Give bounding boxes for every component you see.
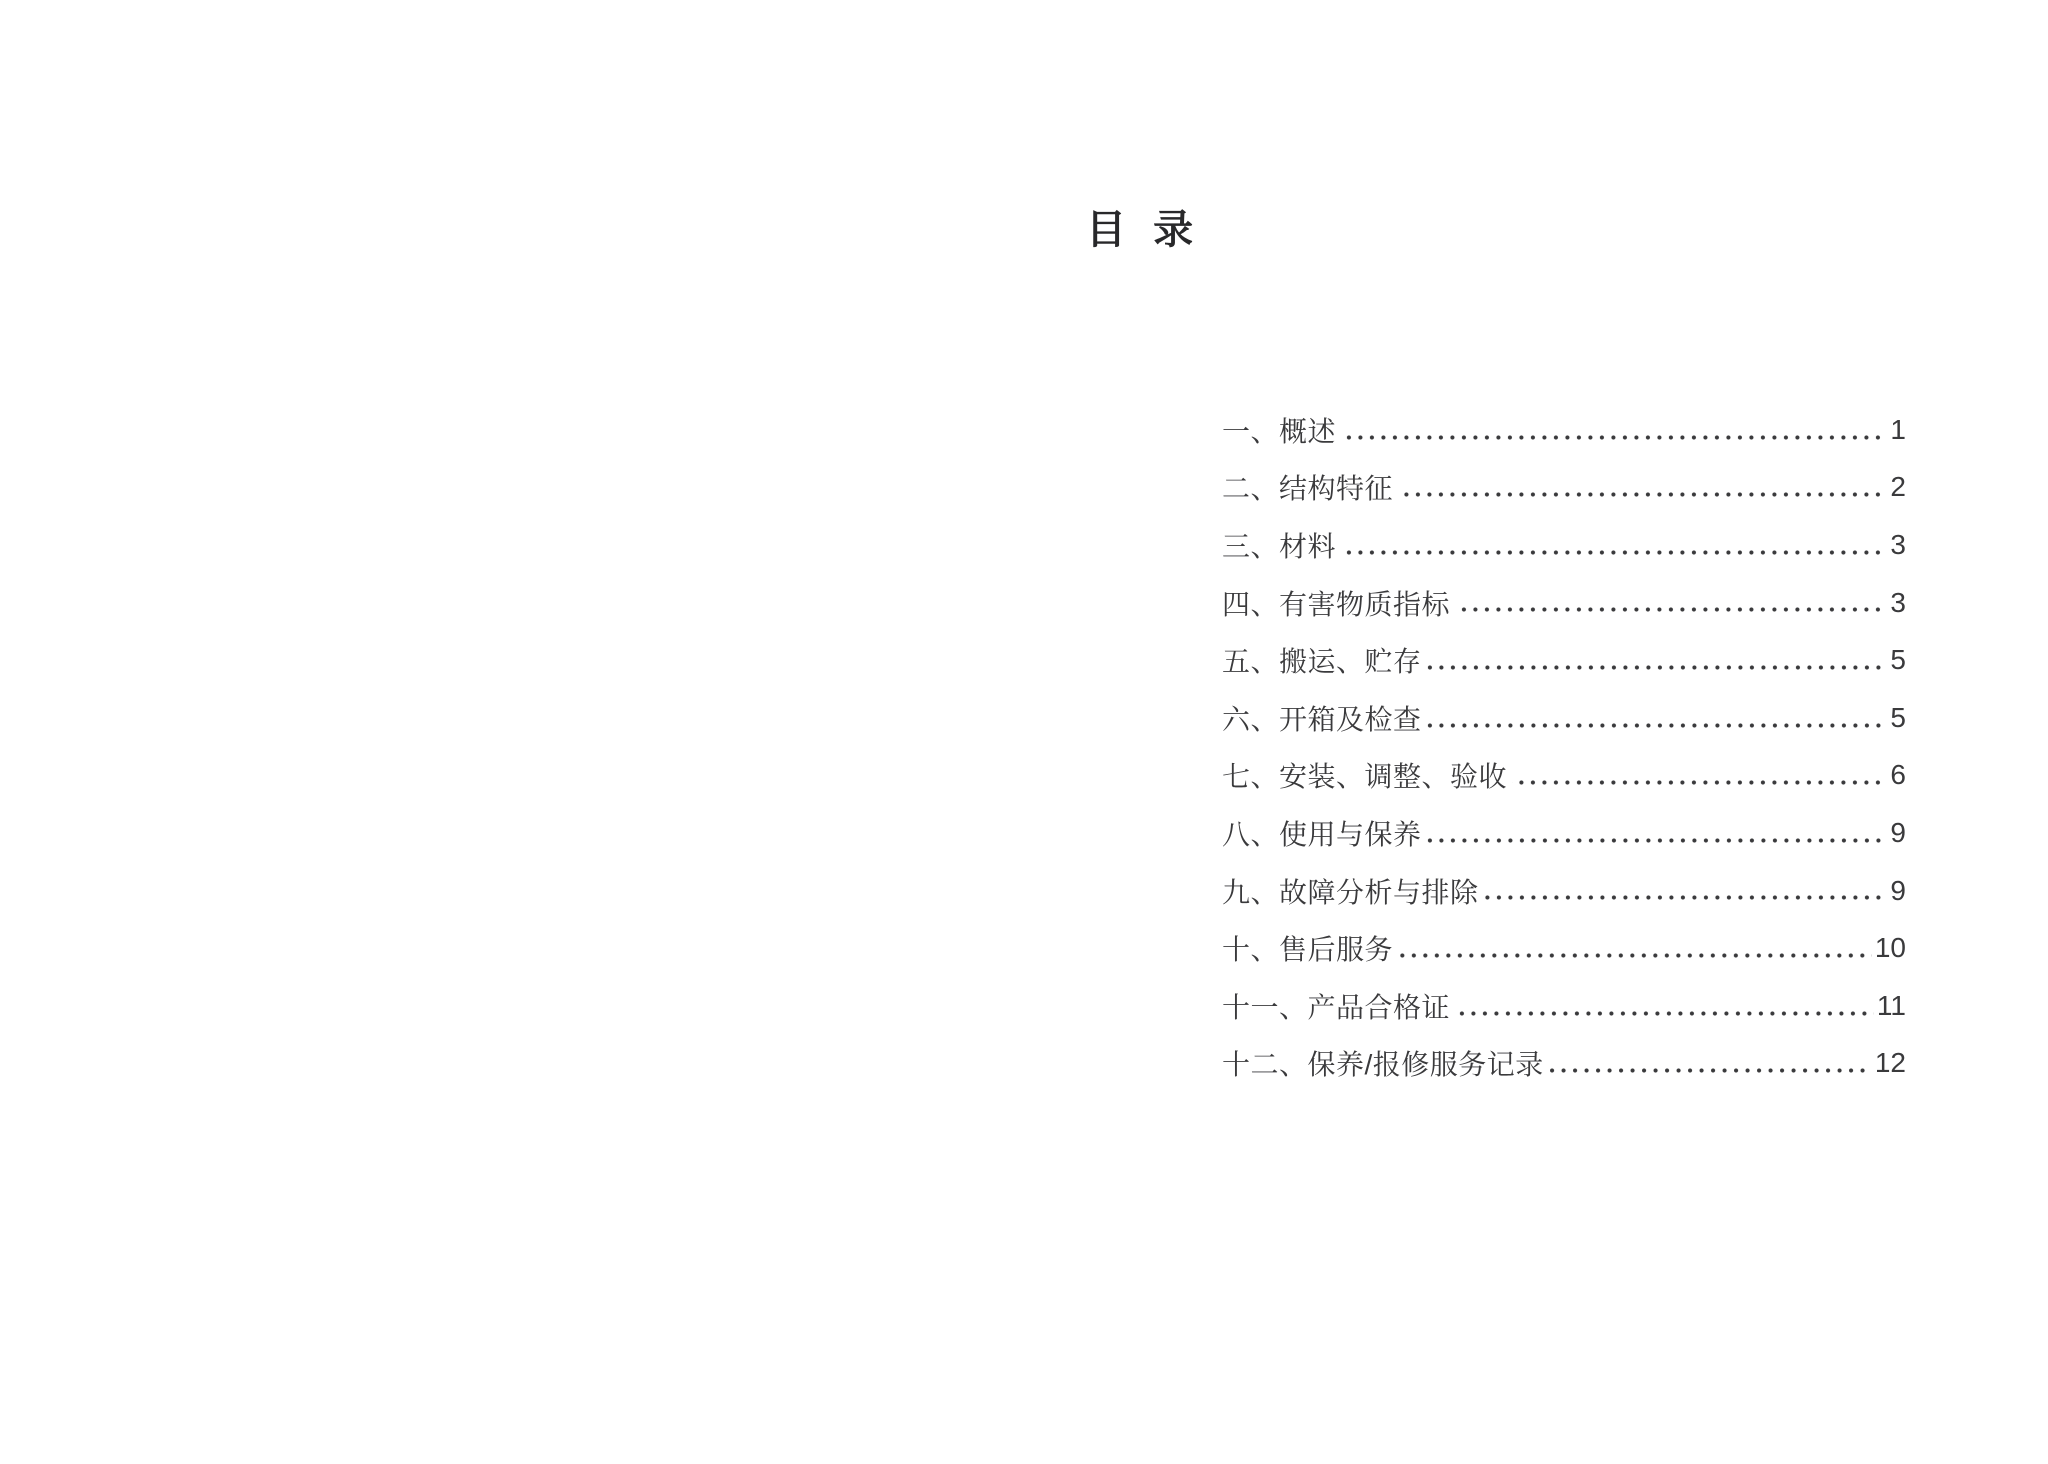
toc-entry-page: 9 — [1890, 816, 1906, 848]
toc-entry-label: 十、售后服务 — [1222, 934, 1394, 966]
toc-entry-page: 5 — [1890, 644, 1906, 676]
toc-dot-leader — [1512, 780, 1887, 785]
toc-entry — [1222, 574, 1906, 632]
toc-entry — [1222, 919, 1906, 977]
toc-entry-page: 5 — [1890, 701, 1906, 733]
toc-dot-leader — [1341, 435, 1887, 440]
toc-entry-page: 3 — [1890, 528, 1906, 560]
toc-entry-label: 五、搬运、贮存 — [1222, 646, 1422, 678]
toc-dot-leader — [1455, 607, 1887, 612]
toc-entry-label: 一、概述 — [1222, 415, 1337, 447]
toc-dot-leader — [1341, 550, 1887, 555]
toc-entry-page: 12 — [1874, 1047, 1906, 1079]
toc-entry-label: 三、材料 — [1222, 530, 1337, 562]
page-title: 目 录 — [1086, 208, 1197, 252]
toc-entry — [1222, 747, 1906, 805]
toc-dot-leader — [1427, 838, 1888, 843]
toc-dot-leader — [1455, 1011, 1874, 1016]
toc-entry-page: 11 — [1876, 989, 1906, 1021]
toc-dot-leader — [1484, 895, 1888, 900]
toc-entry-label: 八、使用与保养 — [1222, 818, 1422, 850]
toc-entry-page: 3 — [1890, 586, 1906, 618]
toc-entry-label: 九、故障分析与排除 — [1222, 876, 1479, 908]
toc-entry-page: 9 — [1890, 874, 1906, 906]
toc-entry — [1222, 862, 1906, 920]
toc-entry-label: 七、安装、调整、验收 — [1222, 761, 1508, 793]
toc-entry-label: 二、结构特征 — [1222, 473, 1394, 505]
toc-entry — [1222, 516, 1906, 574]
toc-entry-label: 十二、保养/报修服务记录 — [1222, 1049, 1544, 1081]
toc-entry-page: 6 — [1890, 759, 1906, 791]
toc-entry-page: 2 — [1890, 471, 1906, 503]
toc-entry-label: 四、有害物质指标 — [1222, 588, 1451, 620]
toc-entry-page: 1 — [1890, 413, 1906, 445]
toc-entry — [1222, 1035, 1906, 1093]
toc-list — [1222, 401, 1906, 1092]
toc-entry — [1222, 804, 1906, 862]
toc-entry — [1222, 631, 1906, 689]
toc-dot-leader — [1427, 665, 1888, 670]
toc-entry — [1222, 977, 1906, 1035]
toc-entry-page: 10 — [1874, 932, 1906, 964]
toc-entry-label: 十一、产品合格证 — [1222, 991, 1451, 1023]
toc-entry — [1222, 459, 1906, 517]
toc-dot-leader — [1427, 723, 1888, 728]
toc-entry — [1222, 689, 1906, 747]
toc-dot-leader — [1398, 953, 1872, 958]
toc-dot-leader — [1549, 1068, 1872, 1073]
toc-entry-label: 六、开箱及检查 — [1222, 703, 1422, 735]
toc-dot-leader — [1398, 492, 1887, 497]
toc-entry — [1222, 401, 1906, 459]
